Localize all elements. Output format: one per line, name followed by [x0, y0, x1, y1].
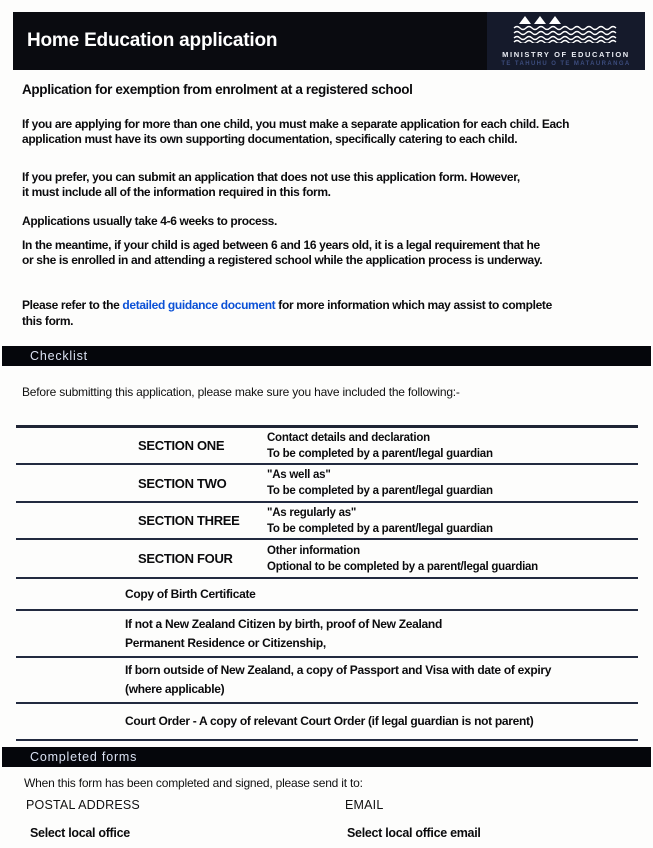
section-two-label: SECTION TWO: [138, 475, 227, 491]
table-row-section-three: SECTION THREE "As regularly as" To be completed by a parent/legal guardian: [16, 503, 638, 540]
paragraph-multiple-children: If you are applying for more than one child, you must make a separate application for each child. Each application must have its own supporting documentation, specifically catering to each child.: [22, 117, 570, 146]
table-row-section-two: SECTION TWO "As well as" To be completed by a parent/legal guardian: [16, 465, 638, 503]
section-three-label: SECTION THREE: [138, 513, 240, 528]
checklist-intro-text: Before submitting this application, please make sure you have included the following:-: [22, 385, 460, 399]
page-title: Home Education application: [27, 30, 278, 51]
table-row-section-one: SECTION ONE Contact details and declaration To be completed by a parent/legal guardian: [16, 428, 638, 465]
select-local-office-dropdown[interactable]: Select local office: [30, 826, 130, 840]
table-row-court-order: Court Order - A copy of relevant Court Order (if legal guardian is not parent): [16, 704, 638, 741]
email-label: EMAIL: [345, 798, 384, 812]
checklist-table: [16, 425, 638, 741]
section-four-label: SECTION FOUR: [138, 551, 233, 566]
detailed-guidance-document-link[interactable]: detailed guidance document: [122, 298, 276, 312]
checklist-section-header: Checklist: [2, 346, 651, 366]
completed-forms-intro-text: When this form has been completed and signed, please send it to:: [24, 776, 363, 790]
paragraph-guidance: Please refer to the detailed guidance document for more information which may assist to complete this form.: [22, 298, 552, 328]
ministry-maori-label: TE TAHUHU O TE MATAURANGA: [501, 61, 631, 67]
paragraph-processing-time: Applications usually take 4-6 weeks to process.: [22, 214, 277, 228]
completed-forms-section-header: Completed forms: [2, 747, 651, 767]
select-local-office-email-dropdown[interactable]: Select local office email: [347, 826, 481, 840]
table-row-section-four: SECTION FOUR Other information Optional to be completed by a parent/legal guardian: [16, 540, 638, 579]
table-row-passport-visa: If born outside of New Zealand, a copy of Passport and Visa with date of expiry (where applicable): [16, 658, 638, 704]
table-row-citizenship-proof: If not a New Zealand Citizen by birth, proof of New Zealand Permanent Residence or Citizenship,: [16, 611, 638, 658]
paragraph-legal-requirement: In the meantime, if your child is aged between 6 and 16 years old, it is a legal requirement that he or she is enrolled in and attending a registered school while the application process is underway.: [22, 238, 543, 267]
paragraph-alternative-form: If you prefer, you can submit an application that does not use this application form. However, it must include all of the information required in this form.: [22, 170, 520, 199]
triangles-waves-icon: [512, 15, 620, 48]
table-row-birth-certificate: Copy of Birth Certificate: [16, 579, 638, 611]
header-bar: [13, 12, 645, 70]
document-subtitle: Application for exemption from enrolment at a registered school: [22, 82, 413, 97]
ministry-logo: [487, 12, 645, 70]
postal-address-label: POSTAL ADDRESS: [26, 798, 140, 812]
section-one-label: SECTION ONE: [138, 438, 225, 453]
ministry-of-education-label: MINISTRY OF EDUCATION: [502, 50, 630, 59]
